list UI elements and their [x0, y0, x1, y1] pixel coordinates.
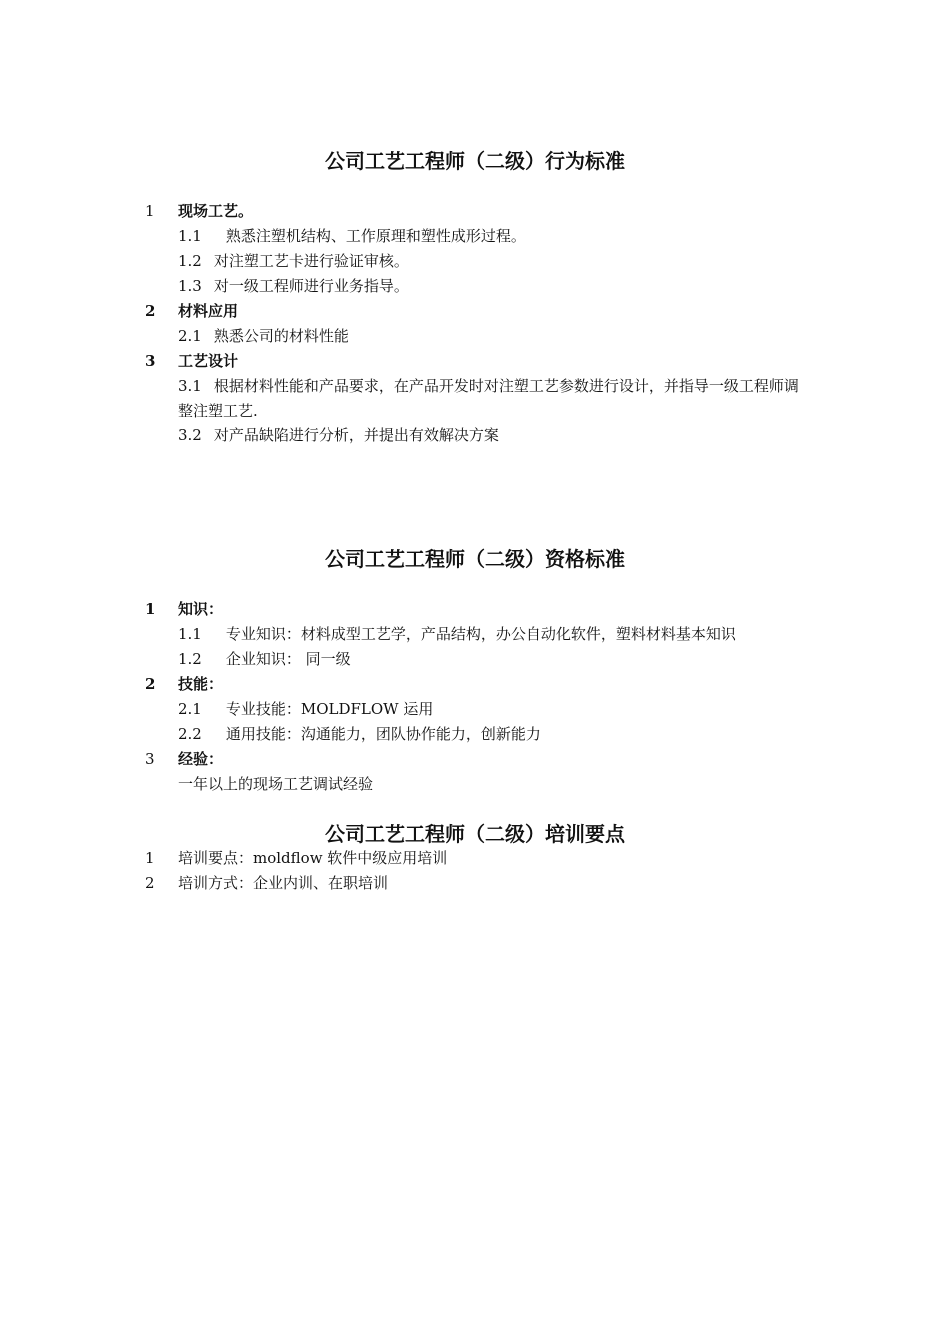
sub-item: [178, 225, 526, 247]
section-title-qualification: 公司工艺工程师（二级）资格标准: [325, 547, 625, 571]
section-title-training: 公司工艺工程师（二级）培训要点: [325, 822, 625, 846]
sub-item: [178, 648, 351, 670]
item-number: 2: [145, 302, 156, 320]
sub-item-number: 1.1: [178, 227, 202, 245]
item-number: 2: [145, 874, 155, 892]
sub-item-text: 熟悉注塑机结构、工作原理和塑性成形过程。: [225, 227, 526, 245]
sub-item: [178, 275, 409, 297]
sub-item-text: 根据材料性能和产品要求，在产品开发时对注塑工艺参数进行设计，并指导一级工程师调整注塑工艺.: [178, 377, 799, 420]
sub-item: [178, 325, 349, 347]
sub-item-number: 2.2: [178, 725, 202, 743]
item-number: 1: [145, 202, 155, 220]
sub-item-number: 3.1: [178, 377, 202, 395]
sub-item: [178, 250, 409, 272]
sub-item-number: 3.2: [178, 426, 202, 444]
sub-item: [178, 374, 810, 424]
sub-item-text: 专业知识：材料成型工艺学，产品结构，办公自动化软件，塑料材料基本知识: [225, 625, 736, 643]
sub-item-number: 1.2: [178, 252, 202, 270]
item-heading: 技能：: [178, 675, 224, 693]
item-heading: 工艺设计: [178, 352, 239, 370]
sub-item-text: 企业知识： 同一级: [225, 650, 351, 668]
item-heading: 知识：: [178, 600, 224, 618]
sub-item-text: 熟悉公司的材料性能: [213, 327, 349, 345]
item-heading: 现场工艺。: [178, 202, 254, 220]
sub-item-text: 通用技能：沟通能力，团队协作能力，创新能力: [225, 725, 541, 743]
sub-item-text: 对一级工程师进行业务指导。: [213, 277, 409, 295]
section-title-behavior: 公司工艺工程师（二级）行为标准: [325, 149, 625, 173]
sub-item-number: 1.2: [178, 650, 202, 668]
item-text: 培训要点：moldflow 软件中级应用培训: [178, 849, 448, 867]
item-heading: 材料应用: [178, 302, 239, 320]
item-number: 3: [145, 750, 155, 768]
item-text: 培训方式：企业内训、在职培训: [178, 874, 389, 892]
item-number: 2: [145, 675, 156, 693]
item-number: 1: [145, 600, 156, 618]
item-number: 3: [145, 352, 156, 370]
sub-item-text: 专业技能：MOLDFLOW 运用: [225, 700, 434, 718]
sub-item-text: 对注塑工艺卡进行验证审核。: [213, 252, 409, 270]
item-number: 1: [145, 849, 155, 867]
sub-item: [178, 424, 499, 446]
sub-item: [178, 623, 736, 645]
sub-item-number: 2.1: [178, 327, 202, 345]
experience-text: 一年以上的现场工艺调试经验: [178, 775, 374, 793]
sub-item-number: 1.1: [178, 625, 202, 643]
sub-item: [178, 723, 541, 745]
sub-item-number: 1.3: [178, 277, 202, 295]
sub-item-text: 对产品缺陷进行分析，并提出有效解决方案: [213, 426, 499, 444]
sub-item: [178, 698, 433, 720]
sub-item-number: 2.1: [178, 700, 202, 718]
item-heading: 经验：: [178, 750, 224, 768]
